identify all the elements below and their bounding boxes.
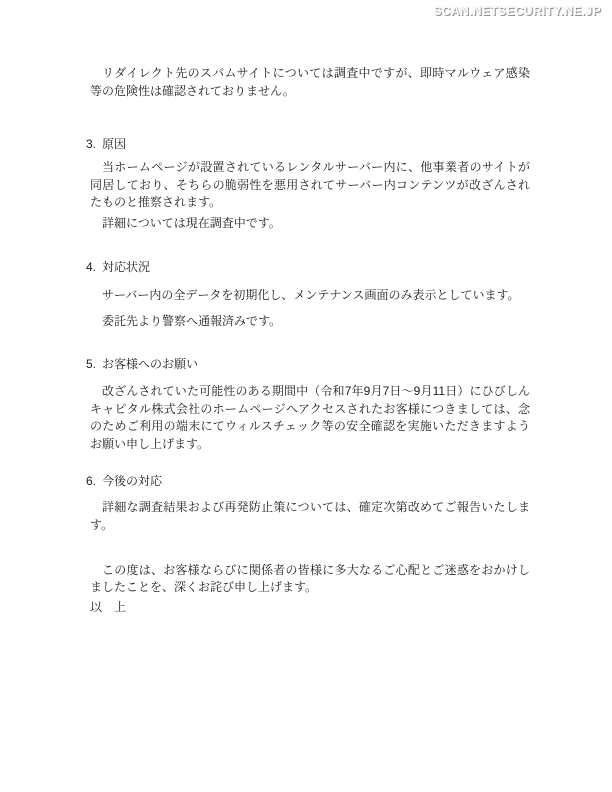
section-heading	[86, 136, 530, 154]
section-response-status	[86, 259, 530, 331]
section-number: 4.	[86, 260, 97, 274]
site-watermark: SCAN.NETSECURITY.NE.JP	[433, 4, 601, 18]
paragraph: 詳細については現在調査中です。	[102, 216, 281, 230]
section-number: 5.	[86, 357, 97, 371]
section-request-to-customers	[86, 356, 530, 453]
section-title: 原因	[102, 137, 127, 151]
section-future-response	[86, 473, 530, 534]
section-heading	[86, 259, 530, 277]
closing-apology-paragraph: この度は、お客様ならびに関係者の皆様に多大なるご心配とご迷惑をおかけしましたことを、深くお詫び申し上げます。	[90, 562, 530, 594]
paragraph: 改ざんされていた可能性のある期間中（令和7年9月7日～9月11日）にひびしんキャピタル株式会社のホームページへアクセスされたお客様につきましては、念のためご利用の端末にてウィルスチェック等の安全確認を実施いただきますようお願い申し上げます。	[90, 384, 530, 451]
section-heading	[86, 473, 530, 491]
section-title: お客様へのお願い	[102, 357, 199, 371]
paragraph: 当ホームページが設置されているレンタルサーバー内に、他事業者のサイトが同居しており、そちらの脆弱性を悪用されてサーバー内コンテンツが改ざんされたものと推察されます。	[90, 160, 530, 209]
paragraph: サーバー内の全データを初期化し、メンテナンス画面のみ表示としています。	[102, 288, 520, 302]
paragraph: 委託先より警察へ通報済みです。	[102, 314, 282, 328]
section-number: 3.	[86, 137, 97, 151]
section-title: 対応状況	[102, 260, 151, 274]
section-title: 今後の対応	[102, 474, 163, 488]
document-body	[86, 65, 530, 616]
section-number: 6.	[86, 474, 97, 488]
paragraph: 詳細な調査結果および再発防止策については、確定次第改めてご報告いたします。	[90, 500, 530, 532]
sign-off: 以 上	[90, 599, 127, 614]
section-heading	[86, 356, 530, 374]
section-cause	[86, 136, 530, 233]
intro-paragraph: リダイレクト先のスパムサイトについては調査中ですが、即時マルウェア感染等の危険性は確認されておりません。	[90, 66, 530, 98]
